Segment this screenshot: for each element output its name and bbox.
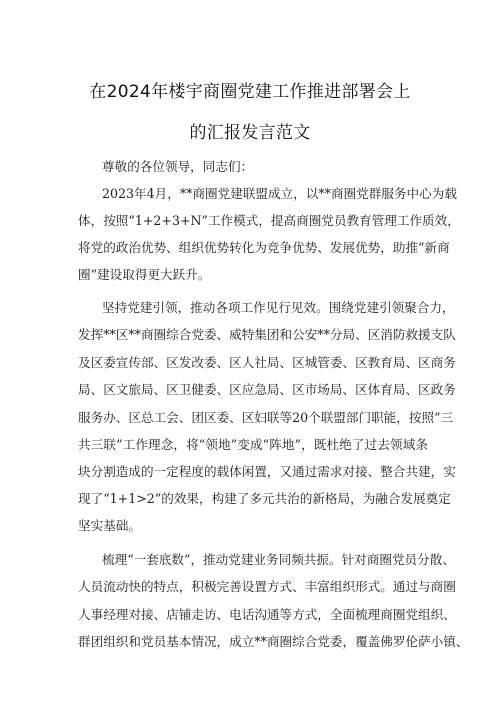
- body-line: 服务办、区总工会、团区委、区妇联等20个联盟部门职能，按照“三: [78, 410, 454, 425]
- body-line: 块分割造成的一定程度的载体闲置，又通过需求对接、整合共建，实: [78, 464, 456, 479]
- body-line: 现了“1+1>2”的效果，构建了多元共治的新格局，为融合发展奠定: [78, 491, 451, 506]
- document-title-line-2: 的汇报发言范文: [189, 123, 311, 143]
- body-line: 将党的政治优势、组织优势转化为竞争优势、发展优势，助推“新商: [78, 240, 450, 255]
- body-line: 及区委宣传部、区发改委、区人社局、区城管委、区教育局、区商务: [78, 355, 456, 370]
- salutation: 尊敬的各位领导，同志们：: [102, 159, 254, 174]
- body-line: 群团组织和党员基本情况，成立**商圈综合党委，覆盖佛罗伦萨小镇、: [78, 634, 469, 649]
- body-line: 共三联”工作理念，将“领地”变成“阵地”，既杜绝了过去领域条: [78, 437, 428, 452]
- body-line: 梳理“一套底数”，推动党建业务同频共振。针对商圈党员分散、: [102, 552, 455, 567]
- body-line: 体，按照“1+2+3+N”工作模式，提高商圈党员教育管理工作质效，: [78, 213, 460, 228]
- body-line: 人事经理对接、店铺走访、电话沟通等方式，全面梳理商圈党组织、: [78, 607, 456, 622]
- body-line: 坚实基础。: [78, 518, 141, 533]
- body-line: 2023年4月，**商圈党建联盟成立，以**商圈党群服务中心为载: [102, 186, 457, 201]
- body-line: 发挥**区**商圈综合党委、威特集团和公安**分局、区消防救援支队: [78, 327, 456, 342]
- body-line: 局、区文旅局、区卫健委、区应急局、区市场局、区体育局、区政务: [78, 382, 456, 397]
- document-title-line-1: 在2024年楼宇商圈党建工作推进部署会上: [89, 82, 411, 102]
- body-line: 人员流动快的特点，积极完善设置方式、丰富组织形式。通过与商圈: [78, 579, 456, 594]
- body-line: 圈”建设取得更大跃升。: [78, 267, 211, 282]
- body-line: 坚持党建引领，推动各项工作见行见效。围绕党建引领聚合力，: [102, 300, 455, 315]
